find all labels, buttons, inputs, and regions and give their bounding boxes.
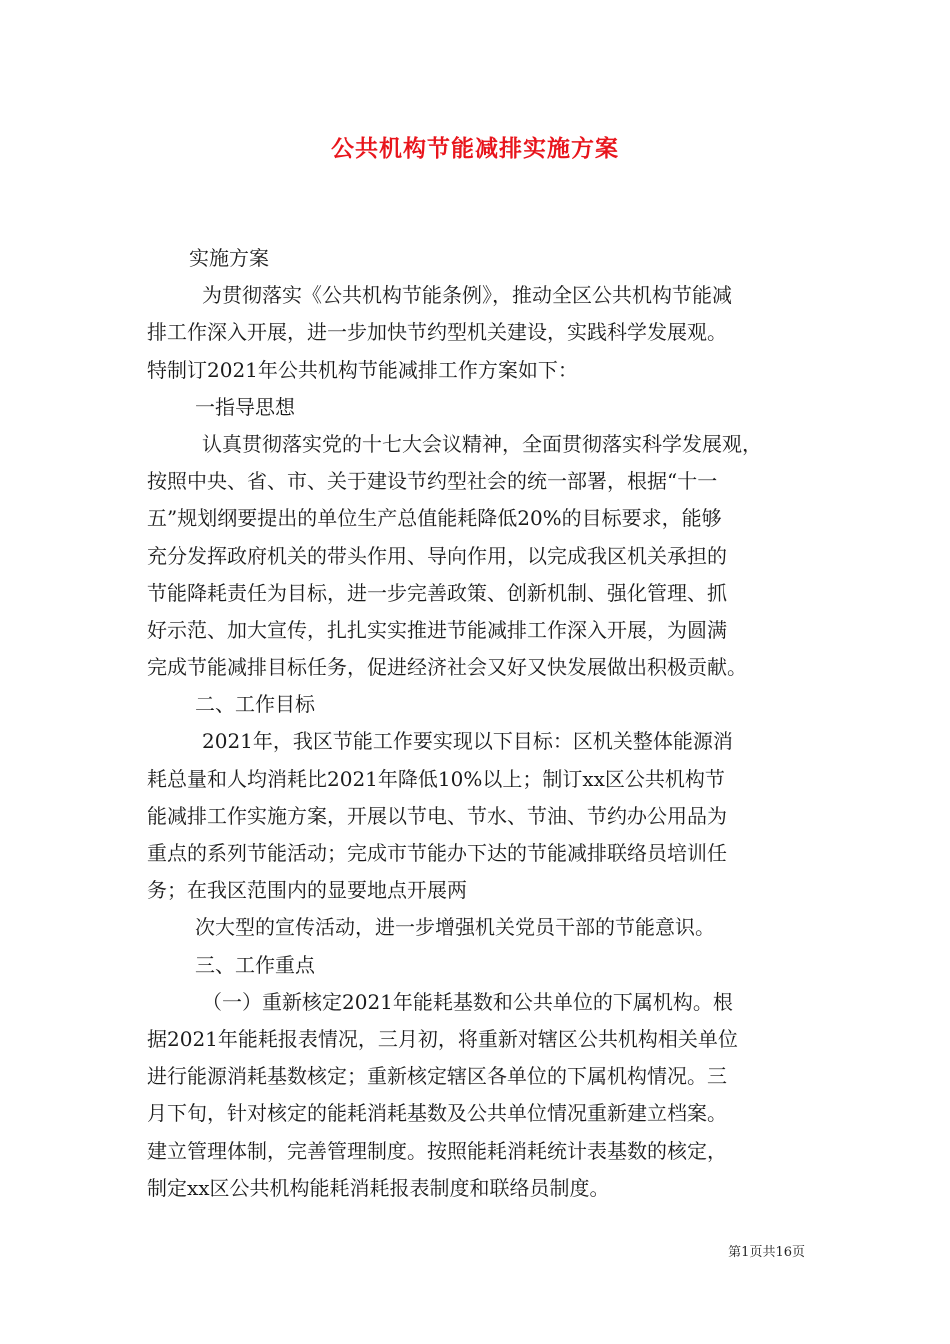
paragraph-line: （一）重新核定2021年能耗基数和公共单位的下属机构。根 — [202, 989, 733, 1014]
paragraph-line: 进行能源消耗基数核定；重新核定辖区各单位的下属机构情况。三 — [147, 1064, 727, 1089]
paragraph-line: 好示范、加大宣传，扎扎实实推进节能减排工作深入开展，为圆满 — [147, 617, 727, 642]
paragraph-line: 务；在我区范围内的显要地点开展两 — [147, 878, 467, 903]
paragraph-line: 月下旬，针对核定的能耗消耗基数及公共单位情况重新建立档案。 — [147, 1101, 727, 1126]
section-heading: 二、工作目标 — [195, 692, 315, 717]
section-heading: 一指导思想 — [195, 394, 295, 419]
paragraph-line: 充分发挥政府机关的带头作用、导向作用，以完成我区机关承担的 — [147, 543, 727, 568]
paragraph-line: 排工作深入开展，进一步加快节约型机关建设，实践科学发展观。 — [147, 320, 727, 345]
paragraph-line: 按照中央、省、市、关于建设节约型社会的统一部署，根据“十一 — [147, 469, 718, 494]
paragraph-line: 建立管理体制，完善管理制度。按照能耗消耗统计表基数的核定， — [147, 1138, 727, 1163]
paragraph-line: 制定xx区公共机构能耗消耗报表制度和联络员制度。 — [147, 1175, 610, 1200]
section-label: 实施方案 — [189, 246, 269, 270]
paragraph-line: 耗总量和人均消耗比2021年降低10%以上；制订xx区公共机构节 — [147, 766, 725, 791]
paragraph-line: 节能降耗责任为目标，进一步完善政策、创新机制、强化管理、抓 — [147, 580, 727, 605]
paragraph-line: 能减排工作实施方案，开展以节电、节水、节油、节约办公用品为 — [147, 803, 727, 828]
paragraph-line: 2021年，我区节能工作要实现以下目标：区机关整体能源消 — [202, 729, 733, 754]
section-heading: 三、工作重点 — [195, 952, 315, 977]
paragraph-line: 认真贯彻落实党的十七大会议精神，全面贯彻落实科学发展观， — [202, 431, 762, 456]
page-number: 第1页共16页 — [728, 1245, 805, 1260]
paragraph-line: 为贯彻落实《公共机构节能条例》，推动全区公共机构节能减 — [202, 283, 732, 308]
paragraph-line: 据2021年能耗报表情况，三月初，将重新对辖区公共机构相关单位 — [147, 1026, 738, 1051]
paragraph-line: 完成节能减排目标任务，促进经济社会又好又快发展做出积极贡献。 — [147, 655, 747, 680]
paragraph-line: 次大型的宣传活动，进一步增强机关党员干部的节能意识。 — [195, 915, 715, 940]
paragraph-line: 五”规划纲要提出的单位生产总值能耗降低20%的目标要求，能够 — [147, 506, 722, 531]
paragraph-line: 特制订2021年公共机构节能减排工作方案如下： — [147, 357, 578, 382]
document-title: 公共机构节能减排实施方案 — [331, 135, 619, 162]
paragraph-line: 重点的系列节能活动；完成市节能办下达的节能减排联络员培训任 — [147, 841, 727, 865]
document-body — [147, 240, 807, 1207]
